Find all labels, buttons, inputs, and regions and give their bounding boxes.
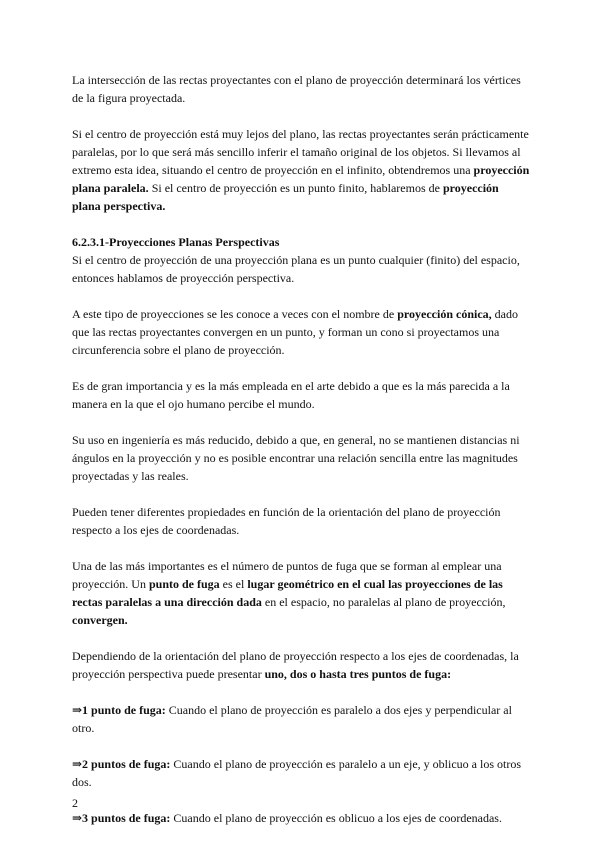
text-run: dado que las rectas proyectantes convergen en un punto, y forman un cono si proyectamos una circunferencia sobre el plano de proyección. xyxy=(72,307,518,357)
bold-term-perspective: proyección plana perspectiva. xyxy=(72,181,499,213)
list-item-text: Cuando el plano de proyección es paralelo a un eje, y oblicuo a los otros dos. xyxy=(72,757,521,789)
paragraph-intersection: La intersección de las rectas proyectantes con el plano de proyección determinará los vértices de la figura proyectada. xyxy=(72,73,521,105)
text-run: Si el centro de proyección es un punto finito, hablaremos de xyxy=(148,181,443,195)
text-run: A este tipo de proyecciones se les conoce a veces con el nombre de xyxy=(72,307,398,321)
page-content xyxy=(72,71,530,827)
bold-term-geometric-locus: lugar geométrico en el cual las proyecciones de las rectas paralelas a una dirección dada xyxy=(72,577,503,609)
list-item-label: ⇒2 puntos de fuga: xyxy=(72,757,171,771)
paragraph-conic xyxy=(72,305,530,359)
text-run: Una de las más importantes es el número de puntos de fuga que se forman al emplear una proyección. Un xyxy=(72,559,502,591)
paragraph-orientation xyxy=(72,647,530,683)
section-heading: 6.2.3.1-Proyecciones Planas Perspectivas xyxy=(72,235,280,249)
text-run: Dependiendo de la orientación del plano de proyección respecto a los ejes de coordenadas, la proyección perspectiva puede presentar xyxy=(72,649,519,681)
list-item-two-points xyxy=(72,755,530,791)
paragraph-properties: Pueden tener diferentes propiedades en función de la orientación del plano de proyección respecto a los ejes de coordenadas. xyxy=(72,505,501,537)
bold-term-converge: convergen. xyxy=(72,613,128,627)
text-run: en el espacio, no paralelas al plano de proyección, xyxy=(261,595,506,609)
page-number: 2 xyxy=(72,796,78,810)
list-item-text: Cuando el plano de proyección es paralelo a dos ejes y perpendicular al otro. xyxy=(72,703,512,735)
paragraph-perspective-definition: Si el centro de proyección de una proyección plana es un punto cualquier (finito) del espacio, entonces hablamos de proyección perspectiva. xyxy=(72,253,520,285)
bold-term-vanishing-point: punto de fuga xyxy=(148,577,220,591)
paragraph-projection-center xyxy=(72,125,530,215)
list-item-one-point xyxy=(72,701,530,737)
paragraph-vanishing-point xyxy=(72,557,530,629)
bold-term-vanishing-count: uno, dos o hasta tres puntos de fuga: xyxy=(264,667,452,681)
text-run: es el xyxy=(219,577,248,591)
text-run: Si el centro de proyección está muy lejos del plano, las rectas proyectantes serán prácticamente paralelas, por lo que será más sencillo inferir el tamaño original de los objetos. Si llevamos al extremo esta idea, situando el centro de proyección en el infinito, obtendremos una xyxy=(72,127,529,177)
list-item-label: ⇒3 puntos de fuga: xyxy=(72,811,171,825)
list-item-three-points xyxy=(72,809,530,827)
paragraph-engineering: Su uso en ingeniería es más reducido, debido a que, en general, no se mantienen distancias ni ángulos en la proyección y no es posible encontrar una relación sencilla entre las magnitudes proyectadas y las reales. xyxy=(72,433,520,483)
paragraph-importance: Es de gran importancia y es la más empleada en el arte debido a que es la más parecida a la manera en la que el ojo humano percibe el mundo. xyxy=(72,379,510,411)
list-item-text: Cuando el plano de proyección es oblicuo a los ejes de coordenadas. xyxy=(170,811,502,825)
bold-term-parallel: proyección plana paralela. xyxy=(72,163,530,195)
bold-term-conic: proyección cónica, xyxy=(397,307,492,321)
list-item-label: ⇒1 punto de fuga: xyxy=(72,703,166,717)
